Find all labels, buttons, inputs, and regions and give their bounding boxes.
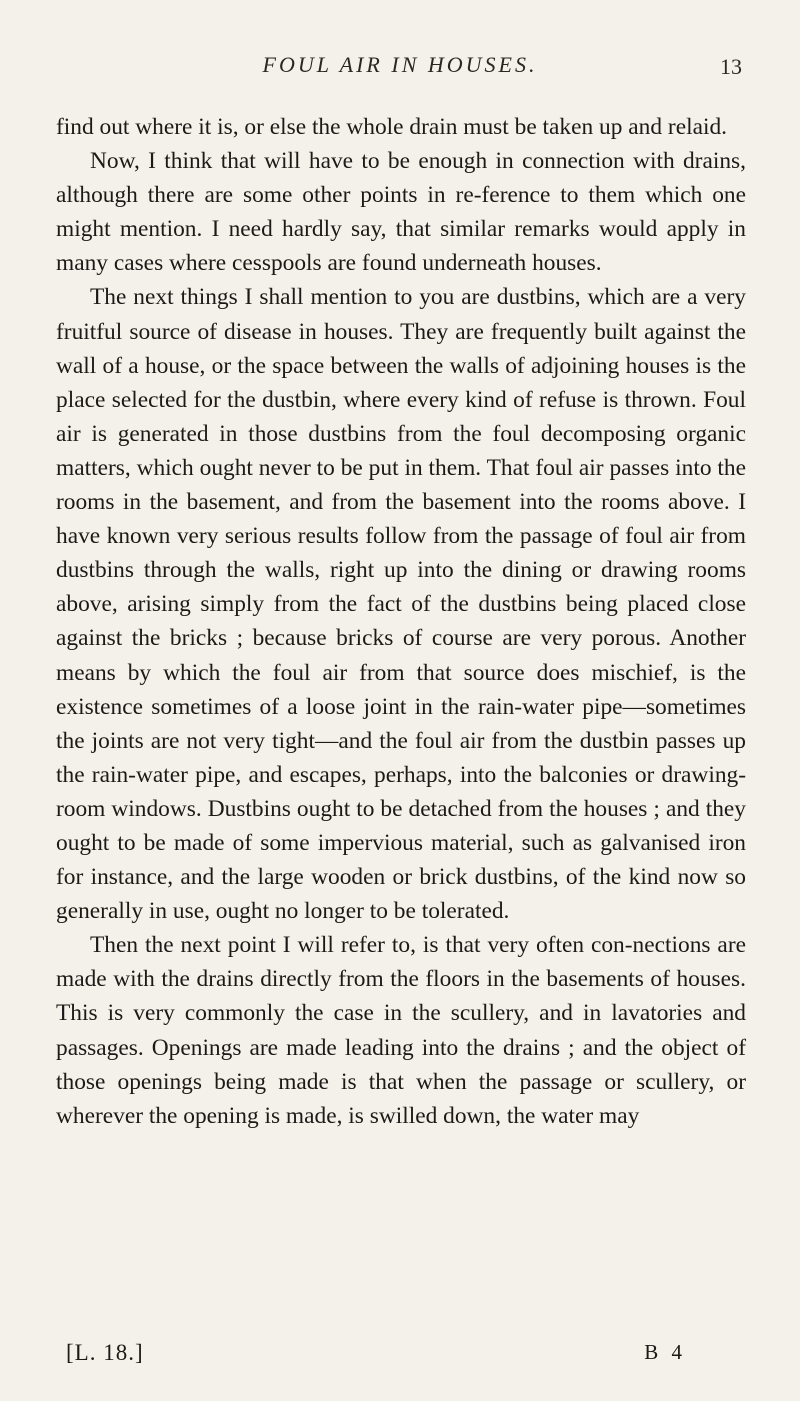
paragraph-dustbins: The next things I shall mention to you are dustbins, which are a very fruitful source of disease in houses. They are frequently built against the wall of a house, or the space between the walls of adjoining houses is the place selected for the dustbin, where every kind of refuse is thrown. Foul air is generated in those dustbins from the foul decomposing organic matters, which ought never to be put in them. That foul air passes into the rooms in the basement, and from the basement into the rooms above. I have known very serious results follow from the passage of foul air from dustbins through the walls, right up into the dining or drawing rooms above, arising simply from the fact of the dustbins being placed close against the bricks ; because bricks of course are very porous. Another means by which the foul air from that source does mischief, is the existence sometimes of a loose joint in the rain-water pipe—sometimes the joints are not very tight—and the foul air from the dustbin passes up the rain-water pipe, and escapes, perhaps, into the balconies or drawing-room windows. Dustbins ought to be detached from the houses ; and they ought to be made of some impervious material, such as galvanised iron for instance, and the large wooden or brick dustbins, of the kind now so generally in use, ought no longer to be tolerated. [56,284,746,925]
page-header [0,52,800,92]
signature-mark-left: [L. 18.] [66,1340,144,1365]
signature-mark-right: B 4 [644,1340,686,1364]
paragraph-drains: Now, I think that will have to be enough in connection with drains, although there are some other points in re-ference to them which one might mention. I need hardly say, that similar remarks would apply in many cases where cesspools are found underneath houses. [56,148,746,277]
running-title: FOUL AIR IN HOUSES. [262,52,538,77]
page-footer [56,1340,746,1374]
paragraph-continuation: find out where it is, or else the whole drain must be taken up and relaid. [56,114,727,140]
body-text [56,110,746,1133]
paragraph-floor-connections: Then the next point I will refer to, is that very often con-nections are made with the drains directly from the floors in the basements of houses. This is very commonly the case in the scullery, and in lavatories and passages. Openings are made leading into the drains ; and the object of those openings being made is that when the passage or scullery, or wherever the opening is made, is swilled down, the water may [56,932,746,1129]
page-number: 13 [720,54,742,79]
